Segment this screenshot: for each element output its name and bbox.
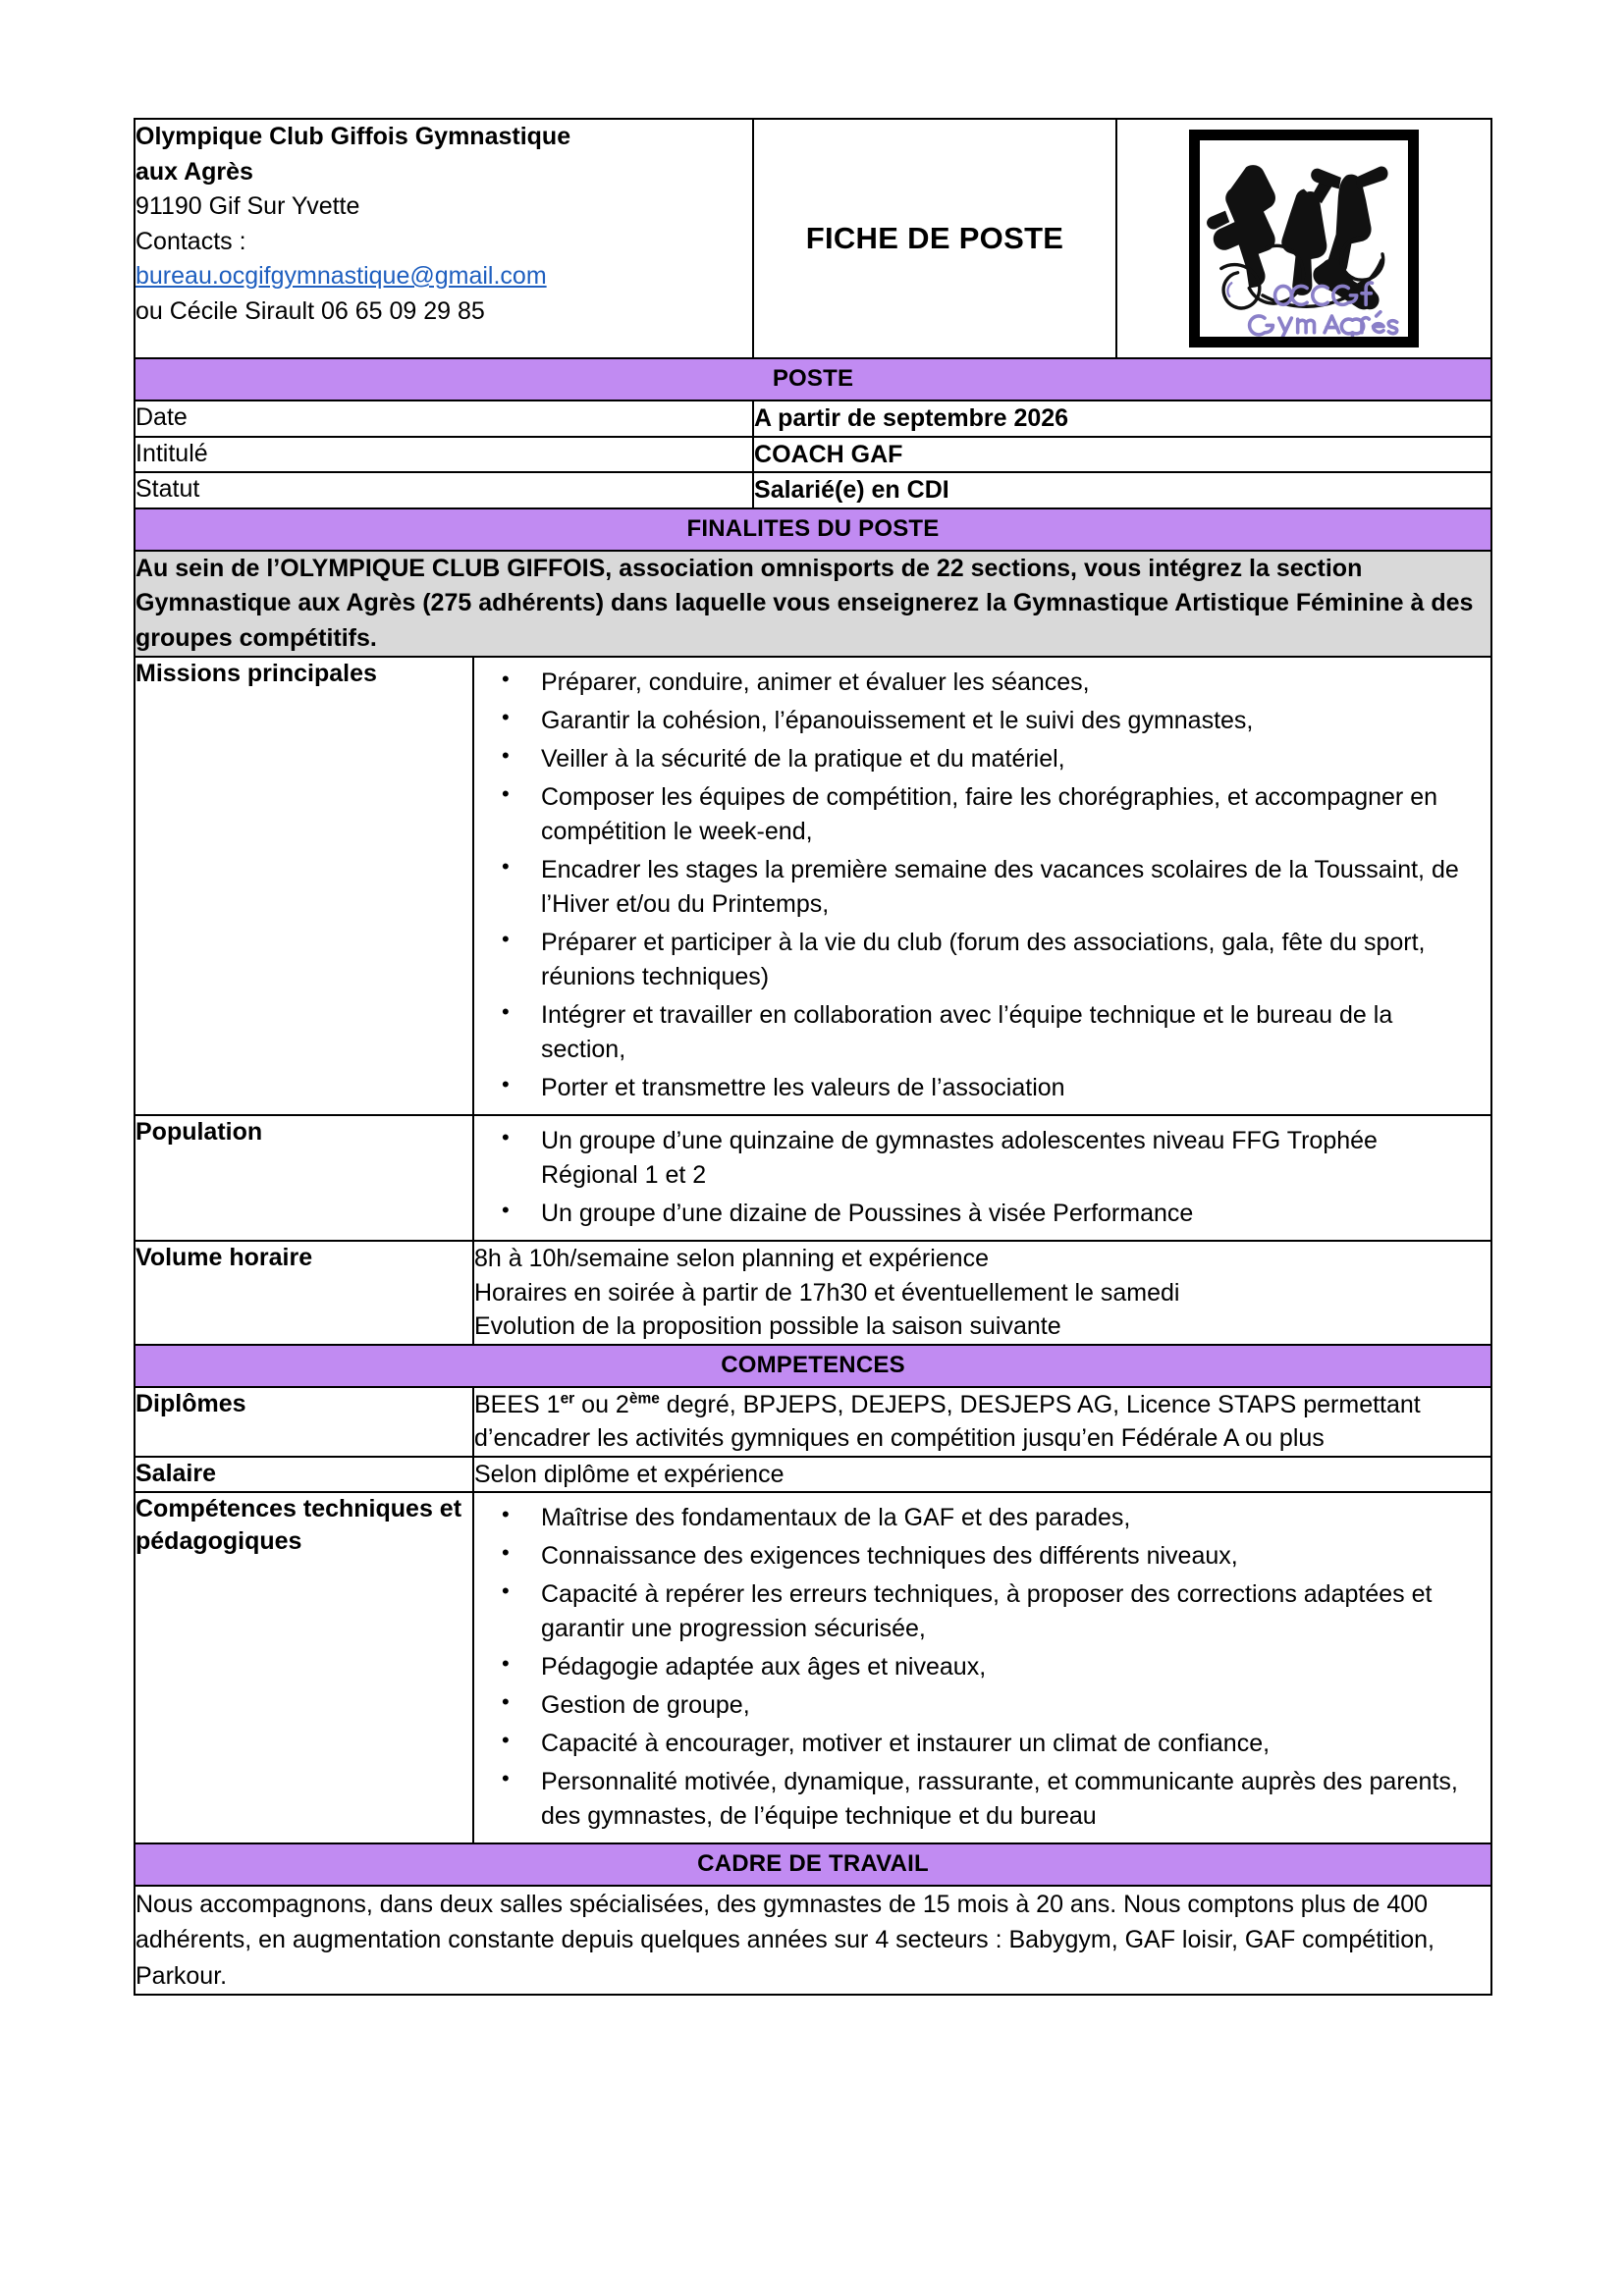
list-item: • Capacité à repérer les erreurs techniques, à proposer des corrections adaptées et garantir une progression sécurisée, [474,1577,1473,1646]
org-address: 91190 Gif Sur Yvette [135,192,360,220]
finalites-body-text: Au sein de l’OLYMPIQUE CLUB GIFFOIS, association omnisports de 22 sections, vous intégrez la section Gymnastique aux Agrès (275 adhérents) dans laquelle vous enseignerez la Gymnastique Artistique Féminine à des groupes compétitifs. [135,551,1491,658]
list-item: • Connaissance des exigences techniques des différents niveaux, [474,1539,1473,1574]
population-bullet-list [474,1116,1490,1240]
list-item: • Maîtrise des fondamentaux de la GAF et des parades, [474,1501,1473,1535]
list-item: • Un groupe d’une dizaine de Poussines à visée Performance [474,1197,1473,1231]
section-bar-competences: COMPETENCES [135,1345,1491,1387]
contact-phone: ou Cécile Sirault 06 65 09 29 85 [135,296,485,325]
section-bar-cadre-de-travail: CADRE DE TRAVAIL [135,1843,1491,1886]
row-value-salaire: Selon diplôme et expérience [473,1457,1491,1493]
competences-section-bar-row [135,1345,1491,1387]
volume-line: 8h à 10h/semaine selon planning et expérience [474,1245,989,1272]
list-item: • Gestion de groupe, [474,1688,1473,1723]
finalites-section-bar-row [135,508,1491,551]
competences-techniques-row [135,1492,1491,1843]
row-value-statut: Salarié(e) en CDI [753,472,1491,508]
document-title: FICHE DE POSTE [753,119,1116,358]
club-logo-cell [1116,119,1491,358]
volume-line: Evolution de la proposition possible la saison suivante [474,1312,1061,1340]
list-item: • Encadrer les stages la première semaine des vacances scolaires de la Toussaint, de l’Hiver et/ou du Printemps, [474,853,1473,922]
row-label-missions: Missions principales [135,657,473,1115]
volume-horaire-row [135,1241,1491,1345]
org-name-line2: aux Agrès [135,157,253,186]
fiche-de-poste-sheet [134,118,1490,1996]
organisation-identity-cell [135,119,753,358]
salaire-row [135,1457,1491,1493]
cadre-section-bar-row [135,1843,1491,1886]
row-value-competences-techniques [473,1492,1491,1843]
list-item: • Composer les équipes de compétition, faire les chorégraphies, et accompagner en compétition le week-end, [474,780,1473,849]
volume-line: Horaires en soirée à partir de 17h30 et éventuellement le samedi [474,1278,1180,1307]
population-row [135,1115,1491,1241]
poste-section-bar-row [135,358,1491,400]
diplomes-suffix: degré, BPJEPS, DEJEPS, DESJEPS AG, Licence STAPS permettant d’encadrer les activités gymniques en compétition jusqu’en Fédérale A ou plus [474,1390,1421,1452]
row-label-competences-techniques [135,1492,473,1843]
row-label-volume-horaire: Volume horaire [135,1241,473,1345]
club-logo-image [1189,130,1419,347]
row-label-date: Date [135,400,753,437]
diplomes-prefix: BEES 1 [474,1390,561,1418]
list-item: • Porter et transmettre les valeurs de l’association [474,1071,1473,1105]
row-value-intitule: COACH GAF [753,437,1491,473]
label-line2: pédagogiques [135,1526,302,1555]
section-bar-finalites: FINALITES DU POSTE [135,508,1491,551]
cadre-body-row [135,1886,1491,1995]
row-value-missions [473,657,1491,1115]
row-label-intitule: Intitulé [135,437,753,473]
poste-row-date [135,400,1491,437]
list-item: • Préparer et participer à la vie du club (forum des associations, gala, fête du sport, réunions techniques) [474,926,1473,994]
competences-bullet-list [474,1493,1490,1842]
poste-row-intitule [135,437,1491,473]
list-item: • Pédagogie adaptée aux âges et niveaux, [474,1650,1473,1684]
contact-email-link[interactable]: bureau.ocgifgymnastique@gmail.com [135,262,547,290]
poste-row-statut [135,472,1491,508]
list-item: • Veiller à la sécurité de la pratique et du matériel, [474,742,1473,776]
contacts-label: Contacts : [135,227,246,255]
fiche-table [134,118,1492,1996]
row-value-diplomes [473,1387,1491,1457]
diplomes-sup-first: er [560,1390,575,1408]
list-item: • Garantir la cohésion, l’épanouissement et le suivi des gymnastes, [474,704,1473,738]
diplomes-mid: ou 2 [574,1390,629,1418]
row-value-date: A partir de septembre 2026 [753,400,1491,437]
list-item: • Capacité à encourager, motiver et instaurer un climat de confiance, [474,1727,1473,1761]
missions-bullet-list [474,658,1490,1114]
section-bar-poste: POSTE [135,358,1491,400]
row-label-salaire: Salaire [135,1457,473,1493]
list-item: • Préparer, conduire, animer et évaluer les séances, [474,666,1473,700]
row-value-volume-horaire [473,1241,1491,1345]
row-label-population: Population [135,1115,473,1241]
row-label-diplomes: Diplômes [135,1387,473,1457]
list-item: • Un groupe d’une quinzaine de gymnastes adolescentes niveau FFG Trophée Régional 1 et 2 [474,1124,1473,1193]
list-item: • Personnalité motivée, dynamique, rassurante, et communicante auprès des parents, des gymnastes, de l’équipe technique et du bureau [474,1765,1473,1834]
cadre-body-text: Nous accompagnons, dans deux salles spécialisées, des gymnastes de 15 mois à 20 ans. Nous comptons plus de 400 adhérents, en augmentation constante depuis quelques années sur 4 secteurs : Babygym, GAF loisir, GAF compétition, Parkour. [135,1886,1491,1995]
finalites-body-row [135,551,1491,658]
row-value-population [473,1115,1491,1241]
diplomes-row [135,1387,1491,1457]
header-row [135,119,1491,358]
list-item: • Intégrer et travailler en collaboration avec l’équipe technique et le bureau de la section, [474,998,1473,1067]
org-name-line1: Olympique Club Giffois Gymnastique [135,123,571,150]
label-line1: Compétences techniques et [135,1495,462,1522]
missions-row [135,657,1491,1115]
diplomes-sup-second: ème [628,1390,660,1408]
row-label-statut: Statut [135,472,753,508]
